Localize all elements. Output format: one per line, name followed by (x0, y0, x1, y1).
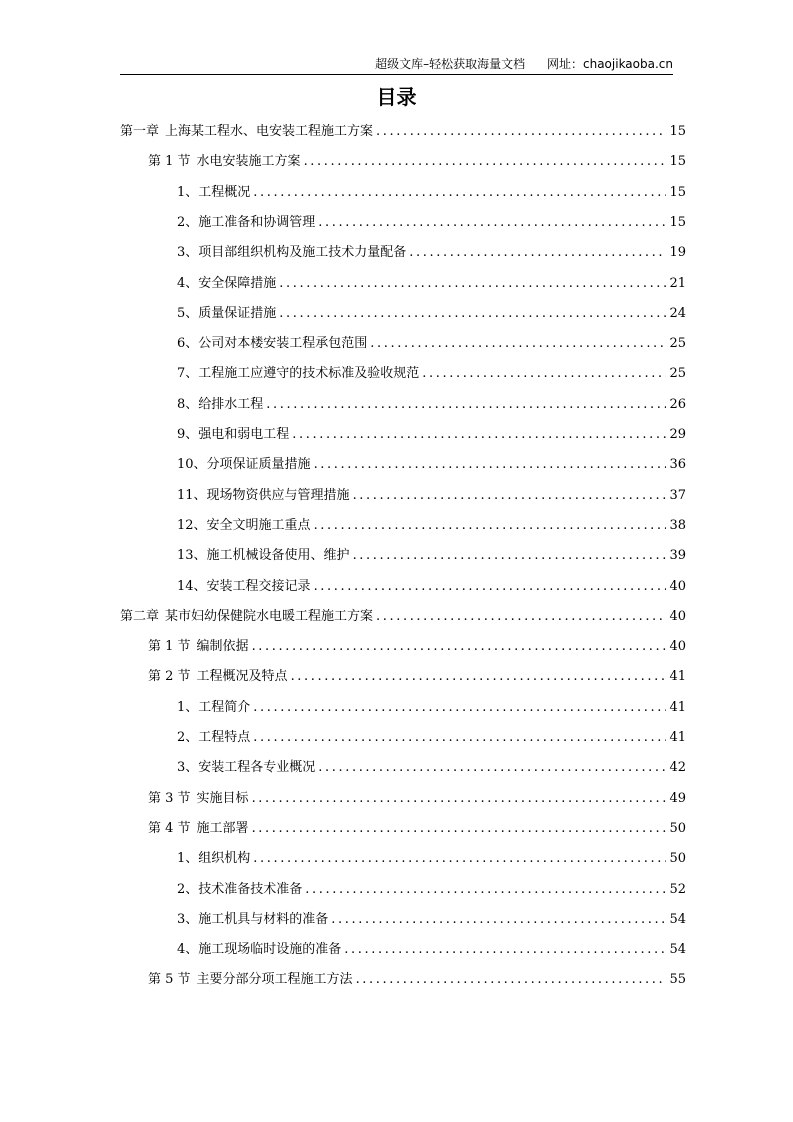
toc-entry[interactable] (177, 516, 686, 536)
toc-entry-number: 第 4 节 (148, 820, 191, 836)
toc-entry-page-number: 49 (669, 790, 686, 806)
toc-entry-title: 安装工程交接记录 (206, 578, 311, 594)
toc-entry[interactable] (148, 667, 686, 687)
toc-entry-number: 4、 (177, 942, 199, 958)
toc-entry-number: 7、 (177, 366, 199, 382)
toc-dot-leader (253, 728, 666, 748)
toc-entry-page-number: 15 (669, 124, 686, 139)
toc-entry[interactable] (177, 455, 686, 475)
toc-entry-page-number: 29 (669, 427, 686, 442)
toc-entry[interactable] (177, 304, 686, 324)
toc-entry-title: 编制依据 (196, 639, 249, 655)
toc-entry-page-number: 55 (669, 972, 686, 988)
toc-dot-leader (376, 607, 666, 627)
toc-entry-title: 现场物资供应与管理措施 (206, 487, 350, 503)
toc-entry-title: 主要分部分项工程施工方法 (196, 972, 353, 988)
toc-dot-leader (422, 364, 666, 384)
toc-entry-page-number: 25 (669, 366, 686, 382)
toc-entry-number: 3、 (177, 245, 199, 261)
toc-entry-page-number: 25 (669, 336, 686, 352)
toc-entry-page-number: 50 (669, 851, 686, 867)
toc-dot-leader (356, 970, 667, 990)
toc-entry-page-number: 54 (669, 942, 686, 958)
toc-entry[interactable] (177, 334, 686, 354)
toc-entry-title: 工程施工应遵守的技术标准及验收规范 (198, 366, 420, 382)
toc-dot-leader (279, 304, 666, 324)
toc-entry-title: 工程特点 (198, 730, 251, 745)
toc-entry-title: 施工机具与材料的准备 (198, 911, 329, 927)
toc-dot-leader (291, 667, 667, 687)
header-site-name: 超级文库–轻松获取海量文档 (375, 57, 526, 71)
toc-entry-number: 5、 (177, 305, 199, 321)
toc-entry-page-number: 50 (669, 820, 686, 836)
page-header (120, 56, 673, 75)
toc-entry-number: 2、 (177, 214, 199, 230)
toc-dot-leader (252, 819, 667, 839)
toc-entry-number: 8、 (177, 396, 199, 412)
toc-entry-title: 分项保证质量措施 (206, 457, 311, 473)
toc-dot-leader (353, 546, 667, 566)
toc-entry[interactable] (177, 486, 686, 506)
toc-dot-leader (353, 486, 667, 506)
toc-entry[interactable] (177, 880, 686, 900)
toc-entry-number: 1、 (177, 184, 199, 200)
toc-dot-leader (314, 455, 667, 475)
toc-entry[interactable] (148, 970, 686, 990)
toc-entry-number: 1、 (177, 699, 199, 715)
toc-entry-title: 某市妇幼保健院水电暖工程施工方案 (165, 608, 374, 624)
toc-dot-leader (344, 940, 666, 960)
toc-dot-leader (331, 910, 666, 930)
toc-dot-leader (376, 122, 666, 142)
toc-entry-page-number: 41 (669, 699, 686, 715)
toc-entry-number: 2、 (177, 730, 199, 745)
toc-entry-number: 12、 (177, 517, 207, 533)
toc-entry[interactable] (177, 758, 686, 778)
toc-entry[interactable] (148, 152, 686, 172)
toc-entry-page-number: 38 (669, 517, 686, 533)
toc-dot-leader (314, 516, 667, 536)
toc-entry[interactable] (148, 637, 686, 657)
toc-dot-leader (370, 334, 666, 354)
toc-entry-page-number: 42 (669, 760, 686, 776)
toc-entry-title: 工程概况 (198, 184, 251, 200)
toc-entry-title: 施工现场临时设施的准备 (198, 942, 342, 958)
toc-dot-leader (253, 849, 666, 869)
toc-entry-page-number: 52 (669, 881, 686, 897)
toc-entry-title: 技术准备技术准备 (198, 881, 303, 897)
toc-entry-title: 安全文明施工重点 (206, 517, 311, 533)
toc-entry-page-number: 37 (669, 487, 686, 503)
toc-entry-page-number: 41 (669, 730, 686, 745)
toc-entry[interactable] (177, 728, 686, 748)
toc-entry-title: 施工准备和协调管理 (198, 214, 316, 230)
toc-dot-leader (253, 698, 666, 718)
toc-entry-number: 13、 (177, 548, 207, 564)
toc-entry-page-number: 21 (669, 275, 686, 291)
toc-entry-title: 安全保障措施 (198, 275, 277, 291)
toc-entry-title: 实施目标 (196, 790, 249, 806)
toc-entry-page-number: 15 (669, 154, 686, 170)
toc-entry-number: 1、 (177, 851, 199, 867)
toc-entry-title: 公司对本楼安装工程承包范围 (198, 336, 368, 352)
toc-entry-page-number: 36 (669, 457, 686, 473)
toc-entry[interactable] (177, 213, 686, 233)
toc-entry[interactable] (177, 698, 686, 718)
toc-entry[interactable] (177, 940, 686, 960)
toc-entry-number: 第 5 节 (148, 972, 191, 988)
toc-dot-leader (304, 152, 667, 172)
header-url: 网址：chaojikaoba.cn (547, 57, 673, 71)
toc-dot-leader (318, 213, 666, 233)
toc-entry-title: 给排水工程 (198, 396, 264, 412)
toc-entry-number: 3、 (177, 760, 199, 776)
toc-entry-number: 第 1 节 (148, 639, 191, 655)
toc-entry-number: 第二章 (120, 608, 160, 624)
toc-entry-title: 工程概况及特点 (196, 669, 288, 685)
toc-entry-page-number: 40 (669, 639, 686, 655)
toc-entry-title: 项目部组织机构及施工技术力量配备 (198, 245, 407, 261)
toc-entry-number: 3、 (177, 911, 199, 927)
toc-entry[interactable] (120, 122, 686, 142)
toc-entry[interactable] (148, 819, 686, 839)
toc-entry-title: 施工机械设备使用、维护 (206, 548, 350, 564)
toc-entry-number: 2、 (177, 881, 199, 897)
toc-entry-number: 第 2 节 (148, 669, 191, 685)
toc-entry-title: 安装工程各专业概况 (198, 760, 316, 776)
toc-entry[interactable] (177, 546, 686, 566)
toc-entry-page-number: 40 (669, 578, 686, 594)
toc-entry[interactable] (177, 274, 686, 294)
toc-entry[interactable] (177, 183, 686, 203)
toc-dot-leader (253, 183, 666, 203)
toc-title: 目录 (376, 85, 417, 109)
toc-entry-page-number: 39 (669, 548, 686, 564)
toc-entry-number: 第 3 节 (148, 790, 191, 806)
toc-entry-number: 14、 (177, 578, 207, 594)
toc-dot-leader (266, 395, 666, 415)
toc-entry-title: 强电和弱电工程 (198, 427, 290, 442)
toc-entry-title: 质量保证措施 (198, 305, 277, 321)
toc-entry-page-number: 41 (669, 669, 686, 685)
toc-entry[interactable] (148, 789, 686, 809)
toc-entry-page-number: 40 (669, 608, 686, 624)
toc-entry-page-number: 54 (669, 911, 686, 927)
toc-entry[interactable] (177, 849, 686, 869)
toc-entry-number: 11、 (177, 487, 207, 503)
toc-entry-number: 4、 (177, 275, 199, 291)
toc-entry-page-number: 24 (669, 305, 686, 321)
toc-entry-number: 9、 (177, 427, 199, 442)
toc-entry[interactable] (177, 425, 686, 445)
toc-dot-leader (314, 577, 667, 597)
toc-entry-number: 10、 (177, 457, 207, 473)
toc-entry[interactable] (177, 364, 686, 384)
toc-dot-leader (409, 243, 666, 263)
toc-dot-leader (252, 789, 667, 809)
toc-entry[interactable] (177, 243, 686, 263)
toc-entry-title: 工程简介 (198, 699, 251, 715)
toc-entry[interactable] (120, 607, 686, 627)
toc-entry-title: 施工部署 (196, 820, 249, 836)
toc-dot-leader (252, 637, 667, 657)
toc-entry-title: 组织机构 (198, 851, 251, 867)
toc-entry-page-number: 19 (669, 245, 686, 261)
toc-entry-page-number: 15 (669, 184, 686, 200)
toc-entry[interactable] (177, 910, 686, 930)
toc-entry-page-number: 15 (669, 214, 686, 230)
toc-entry[interactable] (177, 395, 686, 415)
toc-entry-number: 第一章 (120, 124, 160, 139)
toc-entry-title: 水电安装施工方案 (196, 154, 301, 170)
toc-dot-leader (318, 758, 666, 778)
toc-entry-number: 第 1 节 (148, 154, 191, 170)
toc-entry-number: 6、 (177, 336, 199, 352)
toc-dot-leader (305, 880, 666, 900)
toc-entry-page-number: 26 (669, 396, 686, 412)
toc-dot-leader (279, 274, 666, 294)
toc-dot-leader (292, 425, 666, 445)
toc-entry[interactable] (177, 577, 686, 597)
toc-entry-title: 上海某工程水、电安装工程施工方案 (165, 124, 374, 139)
